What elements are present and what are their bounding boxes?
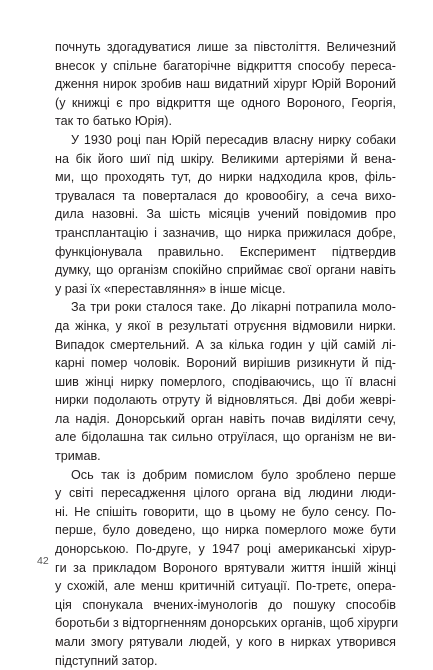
text-line: донорською. По-друге, у 1947 році американські хірур- bbox=[55, 542, 396, 557]
text-line: перше, було доведено, що нирка померлого може бути bbox=[55, 523, 396, 538]
text-line: трувалася та поверталася до кровообігу, а сеча вихо- bbox=[55, 188, 396, 203]
text-line: підступний затор. bbox=[55, 653, 158, 668]
text-line: (у книжці є про відкриття ще одного Вороного, Георгія, bbox=[55, 95, 396, 110]
paragraph bbox=[55, 131, 396, 298]
text-line: але бідолашна так сильно отруїлася, що організм не ви- bbox=[55, 430, 396, 445]
paragraph bbox=[55, 38, 396, 131]
page-number: 42 bbox=[37, 555, 49, 567]
paragraph bbox=[55, 466, 399, 670]
text-line: так то батько Юрія). bbox=[55, 114, 172, 129]
text-line: внесок у спільне багаторічне відкриття способу переса- bbox=[55, 58, 396, 73]
text-line: шив жінці нирку померлого, сподіваючись, що її власні bbox=[55, 374, 396, 389]
text-line: ги за прикладом Вороного врятували життя іншій жінці bbox=[55, 560, 396, 575]
text-line: функціонувала правильно. Експеримент підтвердив bbox=[55, 244, 396, 259]
body-text bbox=[55, 38, 399, 670]
text-line: у схожій, але менш критичній ситуації. По-третє, опера- bbox=[55, 579, 396, 594]
text-line: ція спонукала вчених-імунологів до пошуку способів bbox=[55, 597, 396, 612]
text-line: У 1930 році пан Юрій пересадив власну нирку собаки bbox=[71, 132, 396, 147]
text-line: нирки подолають отруту й відновляться. Дві доби жеврі- bbox=[55, 393, 396, 408]
text-line: боротьби з відторгненням донорських органів, щоб хірурги bbox=[55, 616, 399, 631]
text-line: За три роки сталося таке. До лікарні потрапила моло- bbox=[71, 300, 396, 315]
text-line: ла надія. Донорський орган навіть почав виділяти сечу, bbox=[55, 411, 396, 426]
text-line: Випадок смертельний. А за кілька годин у цій самій лі- bbox=[55, 337, 396, 352]
paragraph bbox=[55, 298, 396, 465]
text-line: Ось так із добрим помислом було зроблено перше bbox=[71, 467, 396, 482]
text-line: мали змогу рятували людей, у кого в нирках утворився bbox=[55, 635, 396, 649]
text-line: ні. Не спішіть говорити, що в цьому не було сенсу. По- bbox=[55, 504, 396, 519]
text-line: у світі пересадження цілого органа від людини люди- bbox=[55, 486, 396, 501]
text-line: карні помер чоловік. Вороний вирішив ризикнути й під- bbox=[55, 356, 396, 371]
text-line: думку, що організм спокійно сприймає свої органи навіть bbox=[55, 263, 396, 278]
text-line: дила назовні. За шість місяців учений повідомив про bbox=[55, 207, 396, 222]
text-line: тримав. bbox=[55, 449, 101, 464]
text-line: почнуть здогадуватися лише за півстоліття. Величезний bbox=[55, 40, 396, 54]
text-line: трансплантацію і зазначив, що нирка прижилася добре, bbox=[55, 225, 396, 240]
text-line: у разі їх «переставляння» в інше місце. bbox=[55, 281, 286, 296]
text-line: да жінка, у якої в результаті отруєння відмовили нирки. bbox=[55, 318, 396, 333]
text-line: ми, що проходять тут, до нирки надходила кров, філь- bbox=[55, 170, 396, 185]
text-line: на бік його шиї під шкіру. Великими артеріями й вена- bbox=[55, 151, 396, 166]
text-line: дження нирок зробив наш видатний хірург Юрій Вороний bbox=[55, 77, 396, 92]
